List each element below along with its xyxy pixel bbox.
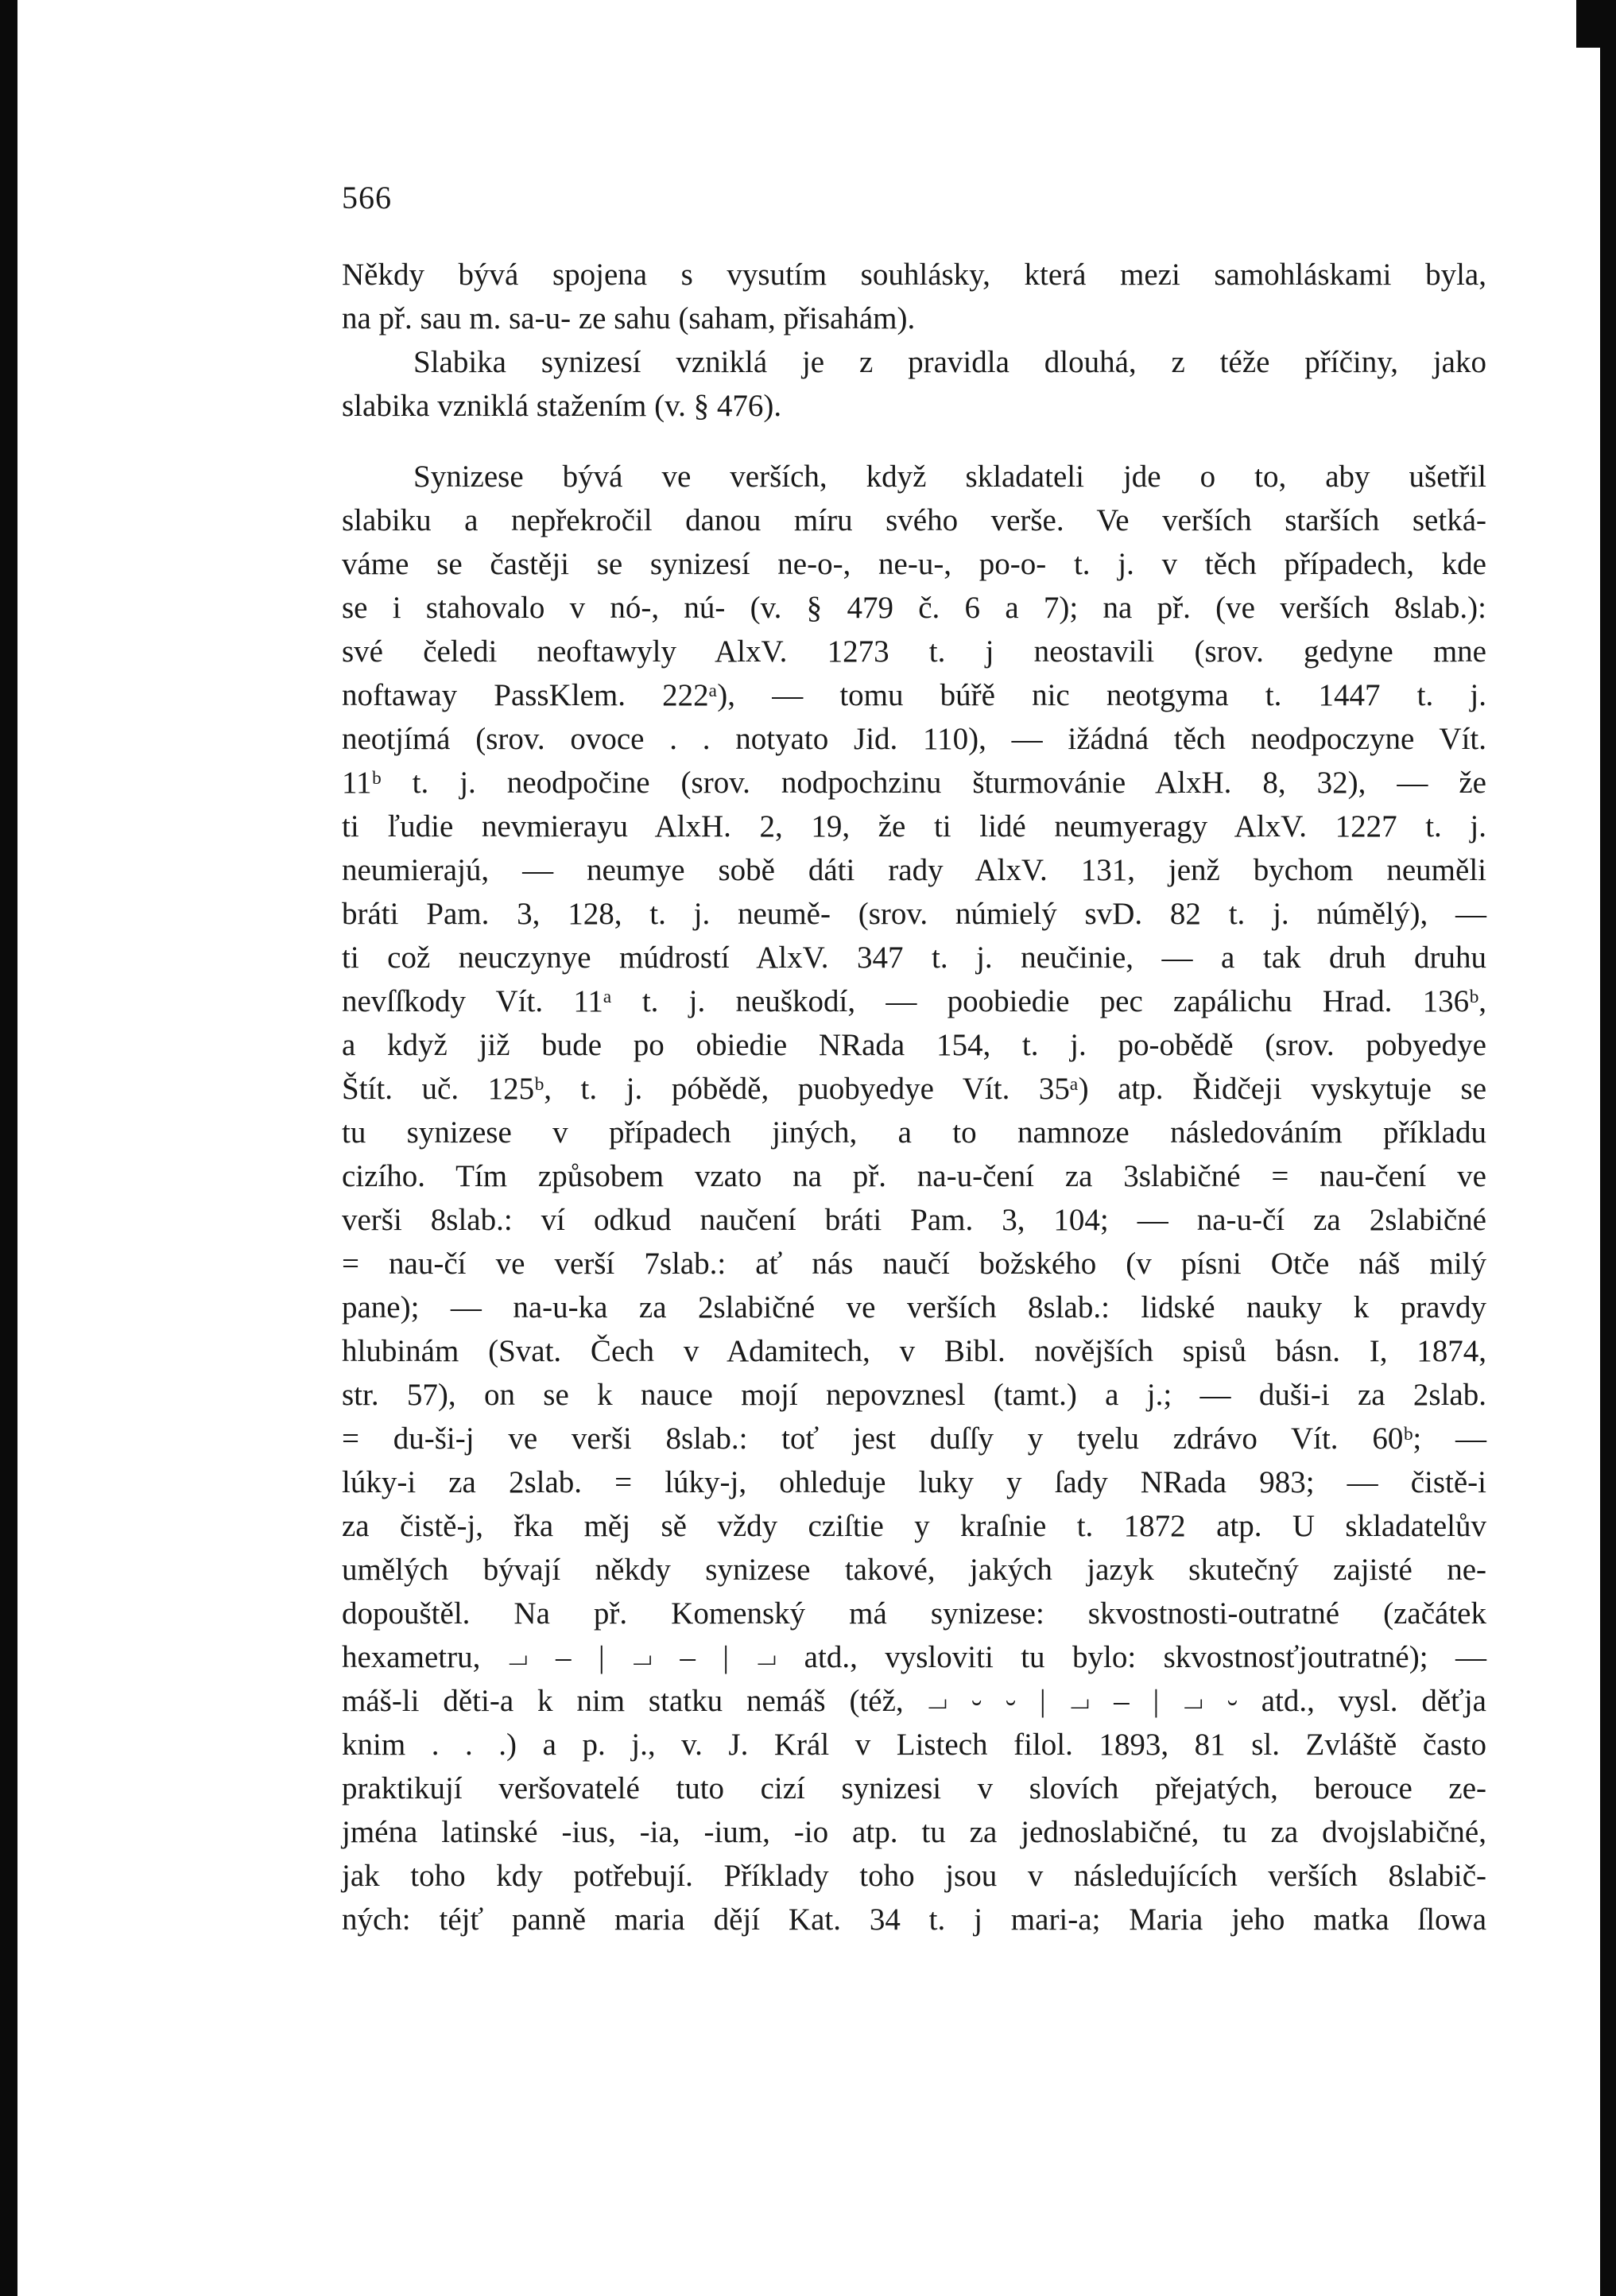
text-line: bráti Pam. 3, 128, t. j. neumě- (srov. númielý svD. 82 t. j. númělý), — bbox=[342, 897, 1486, 931]
scan-edge-right bbox=[1600, 0, 1616, 2296]
text-line: = nau-čí ve verší 7slab.: ať nás naučí božského (v písni Otče náš milý bbox=[342, 1247, 1486, 1281]
text-line: dopouštěl. Na př. Komenský má synizese: skvostnosti-outratné (začátek bbox=[342, 1596, 1486, 1631]
text-line: nevſſkody Vít. 11ᵃ t. j. neuškodí, — poobiedie pec zapálichu Hrad. 136ᵇ, bbox=[342, 984, 1486, 1018]
text-line: za čistě-j, řka měj sě vždy cziſtie y kraſnie t. 1872 atp. U skladatelův bbox=[342, 1509, 1486, 1543]
text-line: neotjímá (srov. ovoce . . notyato Jid. 110), — ižádná těch neodpoczyne Vít. bbox=[342, 722, 1486, 756]
text-line: Štít. uč. 125ᵇ, t. j. póbědě, puobyedye Vít. 35ᵃ) atp. Řidčeji vyskytuje se bbox=[342, 1072, 1486, 1106]
text-line: máš-li děti-a k nim statku nemáš (též, ⏗ ⏑ ⏑ | ⏗ – | ⏗ ⏑ atd., vysl. děťja bbox=[342, 1684, 1486, 1718]
text-line: se i stahovalo v nó-, nú- (v. § 479 č. 6 a 7); na př. (ve verších 8slab.): bbox=[342, 591, 1486, 625]
text-line bbox=[342, 1941, 1486, 1985]
text-line: knim . . .) a p. j., v. J. Král v Listech filol. 1893, 81 sl. Zvláště často bbox=[342, 1728, 1486, 1762]
text-line: Synizese bývá ve verších, když skladateli jde o to, aby ušetřil bbox=[413, 460, 1486, 494]
text-line: verši 8slab.: ví odkud naučení bráti Pam. 3, 104; — na-u-čí za 2slabičné bbox=[342, 1203, 1486, 1237]
text-line: cizího. Tím způsobem vzato na př. na-u-čení za 3slabičné = nau-čení ve bbox=[342, 1159, 1486, 1193]
text-line: hlubinám (Svat. Čech v Adamitech, v Bibl. novějších spisů básn. I, 1874, bbox=[342, 1334, 1486, 1368]
text-line: = du-ši-j ve verši 8slab.: toť jest duſſy y tyelu zdrávo Vít. 60ᵇ; — bbox=[342, 1421, 1486, 1456]
text-line: neumierajú, — neumye sobě dáti rady AlxV. 131, jenž bychom neuměli bbox=[342, 853, 1486, 887]
text-line: slabika vzniklá stažením (v. § 476). bbox=[342, 389, 782, 423]
text-line: jména latinské -ius, -ia, -ium, -io atp. tu za jednoslabičné, tu za dvojslabičné, bbox=[342, 1815, 1486, 1849]
text-line: 11ᵇ t. j. neodpočine (srov. nodpochzinu šturmovánie AlxH. 8, 32), — že bbox=[342, 766, 1486, 800]
text-line: noftaway PassKlem. 222ᵃ), — tomu búřě nic neotgyma t. 1447 t. j. bbox=[342, 678, 1486, 712]
text-line: jak toho kdy potřebují. Příklady toho jsou v následujících verších 8slabič- bbox=[342, 1859, 1486, 1893]
text-line: praktikují veršovatelé tuto cizí synizesi v slovích přejatých, berouce ze- bbox=[342, 1771, 1486, 1805]
scan-edge-corner bbox=[1576, 0, 1616, 48]
text-line: váme se častěji se synizesí ne-o-, ne-u-, po-o- t. j. v těch případech, kde bbox=[342, 547, 1486, 581]
text-line: své čeledi neoftawyly AlxV. 1273 t. j neostavili (srov. gedyne mne bbox=[342, 634, 1486, 669]
text-line: pane); — na-u-ka za 2slabičné ve verších 8slab.: lidské nauky k pravdy bbox=[342, 1290, 1486, 1324]
text-line: a když již bude po obiedie NRada 154, t. j. po-obědě (srov. pobyedye bbox=[342, 1028, 1486, 1062]
text-line: ných: téjť panně maria dějí Kat. 34 t. j mari-a; Maria jeho matka ſlowa bbox=[342, 1902, 1486, 1937]
text-line: Slabika synizesí vzniklá je z pravidla dlouhá, z téže příčiny, jako bbox=[413, 345, 1486, 379]
text-line: str. 57), on se k nauce mojí nepovznesl (tamt.) a j.; — duši-i za 2slab. bbox=[342, 1378, 1486, 1412]
text-line: Někdy bývá spojena s vysutím souhlásky, která mezi samohláskami byla, bbox=[342, 258, 1486, 292]
text-line: na př. sau m. sa-u- ze sahu (saham, přisahám). bbox=[342, 301, 916, 335]
text-line: ti což neuczynye múdrostí AlxV. 347 t. j. neučinie, — a tak druh druhu bbox=[342, 941, 1486, 975]
text-line: tu synizese v případech jiných, a to namnoze následováním příkladu bbox=[342, 1115, 1486, 1150]
text-line: slabiku a nepřekročil danou míru svého verše. Ve verších starších setká- bbox=[342, 503, 1486, 537]
text-line: lúky-i za 2slab. = lúky-j, ohleduje luky y ſady NRada 983; — čistě-i bbox=[342, 1465, 1486, 1499]
text-line: ti ľudie nevmierayu AlxH. 2, 19, že ti lidé neumyeragy AlxV. 1227 t. j. bbox=[342, 809, 1486, 844]
text-line: umělých bývají někdy synizese takové, jakých jazyk skutečný zajisté ne- bbox=[342, 1553, 1486, 1587]
body-text bbox=[342, 253, 1486, 1985]
scan-edge-left bbox=[0, 0, 17, 2296]
page-number: 566 bbox=[342, 180, 392, 215]
text-line: hexametru, ⏗ – | ⏗ – | ⏗ atd., vysloviti tu bylo: skvostnosťjoutratné); — bbox=[342, 1640, 1486, 1674]
